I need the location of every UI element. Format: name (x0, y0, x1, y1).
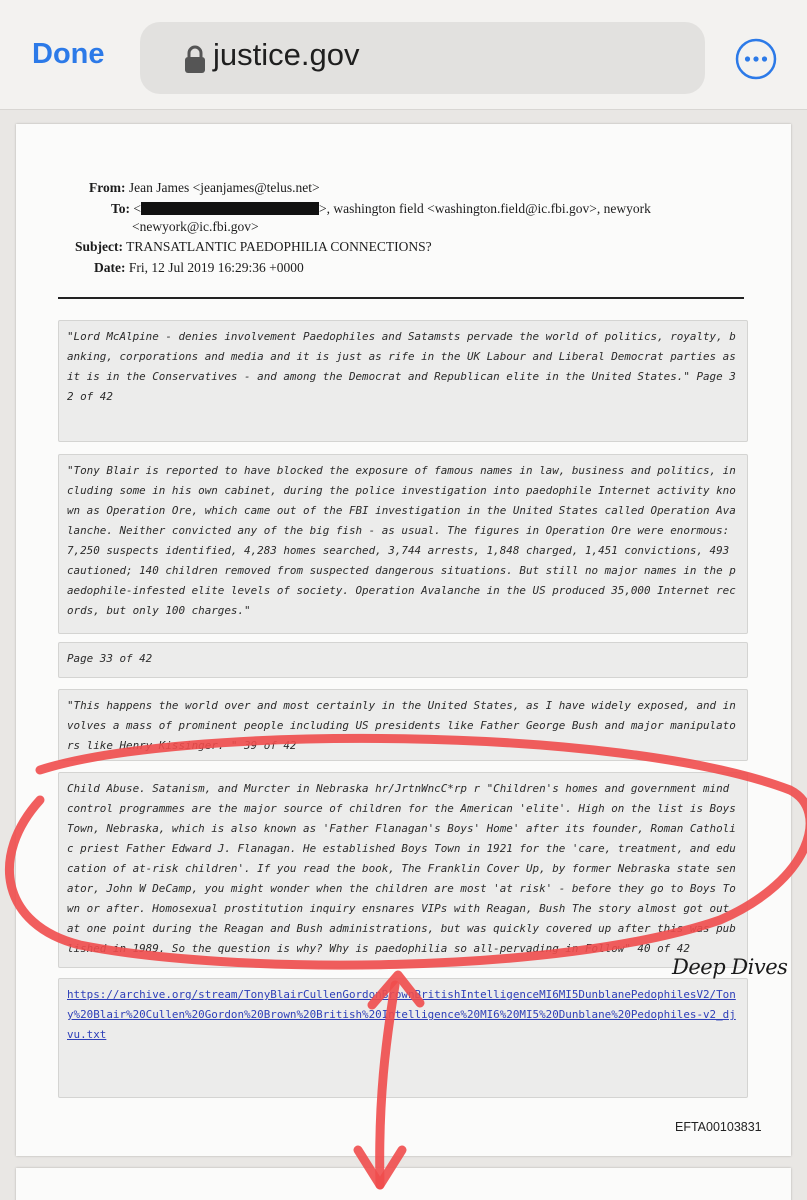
done-button[interactable]: Done (32, 38, 105, 70)
date-label: Date: (94, 260, 126, 275)
annotation-arrow-shaft (380, 985, 395, 1185)
annotation-ellipse (9, 738, 807, 965)
document-id: EFTA00103831 (675, 1120, 762, 1134)
subject-value: TRANSATLANTIC PAEDOPHILIA CONNECTIONS? (126, 239, 432, 254)
date-value: Fri, 12 Jul 2019 16:29:36 +0000 (128, 260, 304, 275)
to-lt: < (133, 201, 142, 216)
quote-block-2: "Tony Blair is reported to have blocked the exposure of famous names in law, business and politics, including some in his own cabinet, during the police investigation into paedophile Internet activity known as Operation Ore, which came out of the FBI investigation in the United States called Operation Avalanche. Neither convicted any of the big fish - as usual. The figures in Operation Ore were enormous: 7,250 suspects identified, 4,283 homes searched, 3,744 arrests, 1,848 charged, 1,451 convictions, 493 cautioned; 140 children removed from suspected dangerous situations. But still no major names in the paedophile-infested elite levels of society. Operation Avalanche in the US produced 35,000 Internet records, but only 100 charges." (58, 454, 748, 634)
from-value: Jean James <jeanjames@telus.net> (128, 180, 320, 195)
from-label: From: (89, 180, 126, 195)
quote-block-4: Child Abuse. Satanism, and Murcter in Nebraska hr/JrtnWncC*rp r "Children's homes and government mind control programmes are the major source of children for the American 'elite'. High on the list is Boys Town, Nebraska, which is also known as 'Father Flanagan's Boys' Home' after its founder, Roman Catholic priest Father Edward J. Flanagan. He established Boys Town in 1921 for the 'care, treatment, and education of at-risk children'. If you read the book, The Franklin Cover Up, by former Nebraska state senator, John W DeCamp, you might wonder when the children are most 'at risk' - before they go to Boys Town or after. Homosexual prostitution inquiry ensnares VIPs with Reagan, Bush The story almost got out at one point during the Reagan and Bush administrations, but was quickly covered up after this was published in 1989. So the question is why? Why is paedophilia so all-pervading in Follow" 40 of 42 (58, 772, 748, 968)
quote-block-3: "This happens the world over and most certainly in the United States, as I have widely exposed, and involves a mass of prominent people including US presidents like Father George Bush and major manipulators like Henry Kissinger. " 39 of 42 (58, 689, 748, 761)
subject-label: Subject: (75, 239, 123, 254)
address-url[interactable]: justice.gov (213, 37, 360, 72)
archive-link[interactable]: https://archive.org/stream/TonyBlairCullenGordonBrownBritishIntelligenceMI6MI5DunblanePedophilesV2/Tony%20Blair%20Cullen%20Gordon%20Brown%20British%20Intelligence%20MI6%20MI5%20Dunblane%20Pedophiles-v2_djvu.txt (67, 988, 736, 1041)
to-label: To: (111, 201, 131, 216)
watermark-signature: Deep Dives (672, 955, 788, 979)
to-value-cont: <newyork@ic.fbi.gov> (132, 219, 259, 234)
page-note-block: Page 33 of 42 (58, 642, 748, 678)
to-value: >, washington field <washington.field@ic.fbi.gov>, newyork (319, 201, 651, 216)
quote-block-1: "Lord McAlpine - denies involvement Paedophiles and Satamsts pervade the world of politics, royalty, banking, corporations and media and it is just as rife in the UK Labour and Liberal Democrat parties as it is in the Conservatives - and among the Democrat and Republican elite in the United States." Page 32 of 42 (58, 320, 748, 442)
